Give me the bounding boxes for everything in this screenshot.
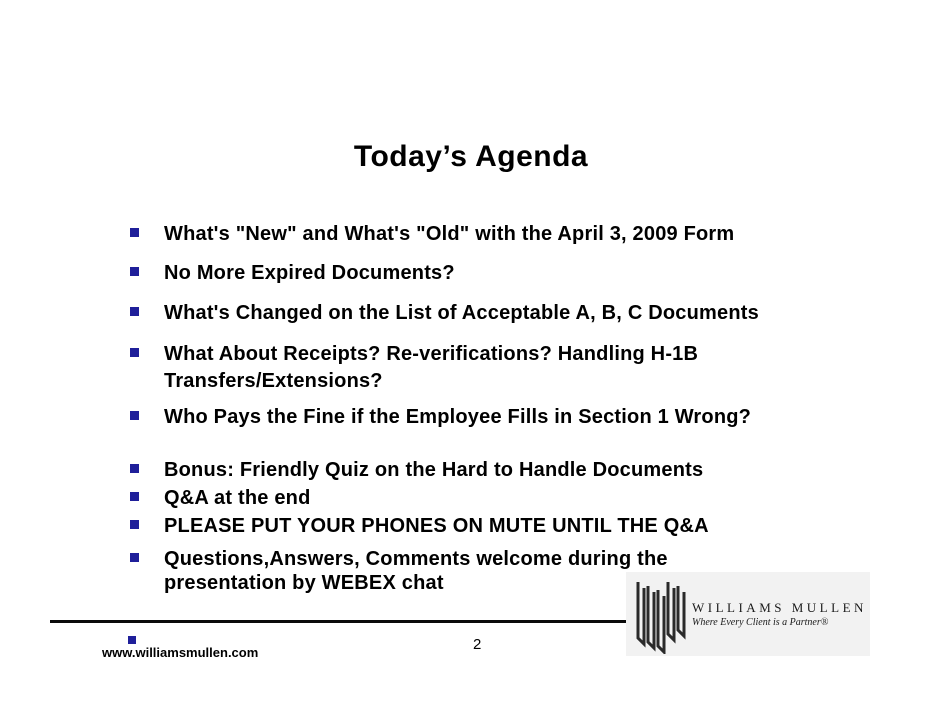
williams-mullen-logo — [626, 572, 870, 656]
bullet-square-icon — [128, 636, 136, 644]
agenda-item-text: Bonus: Friendly Quiz on the Hard to Handle Documents — [164, 459, 704, 481]
bullet-square-icon — [130, 492, 139, 501]
bullet-square-icon — [130, 411, 139, 420]
bullet-square-icon — [130, 520, 139, 529]
bullet-square-icon — [130, 307, 139, 316]
agenda-item-text: PLEASE PUT YOUR PHONES ON MUTE UNTIL THE Q&A — [164, 515, 709, 537]
bullet-square-icon — [130, 553, 139, 562]
agenda-item-text: Q&A at the end — [164, 487, 311, 509]
bullet-square-icon — [130, 348, 139, 357]
agenda-item-text: No More Expired Documents? — [164, 262, 455, 284]
logo-tagline: Where Every Client is a Partner® — [692, 617, 829, 628]
agenda-item-text: What's Changed on the List of Acceptable A, B, C Documents — [164, 302, 759, 324]
bullet-square-icon — [130, 228, 139, 237]
logo-name: WILLIAMS MULLEN — [692, 600, 867, 615]
logo-mark-icon — [632, 578, 688, 654]
footer-url: www.williamsmullen.com — [102, 645, 259, 660]
agenda-item-text-continued: presentation by WEBEX chat — [164, 572, 444, 594]
bullet-square-icon — [130, 267, 139, 276]
page-number: 2 — [473, 636, 482, 653]
agenda-item-text-continued: Transfers/Extensions? — [164, 370, 383, 392]
bullet-square-icon — [130, 464, 139, 473]
footer-divider — [50, 620, 630, 623]
agenda-item-text: Who Pays the Fine if the Employee Fills in Section 1 Wrong? — [164, 406, 752, 428]
agenda-item-text: Questions,Answers, Comments welcome during the — [164, 548, 668, 570]
slide-title: Today’s Agenda — [353, 140, 589, 173]
agenda-item-text: What About Receipts? Re-verifications? Handling H-1B — [164, 343, 699, 365]
agenda-item-text: What's "New" and What's "Old" with the April 3, 2009 Form — [164, 223, 735, 245]
